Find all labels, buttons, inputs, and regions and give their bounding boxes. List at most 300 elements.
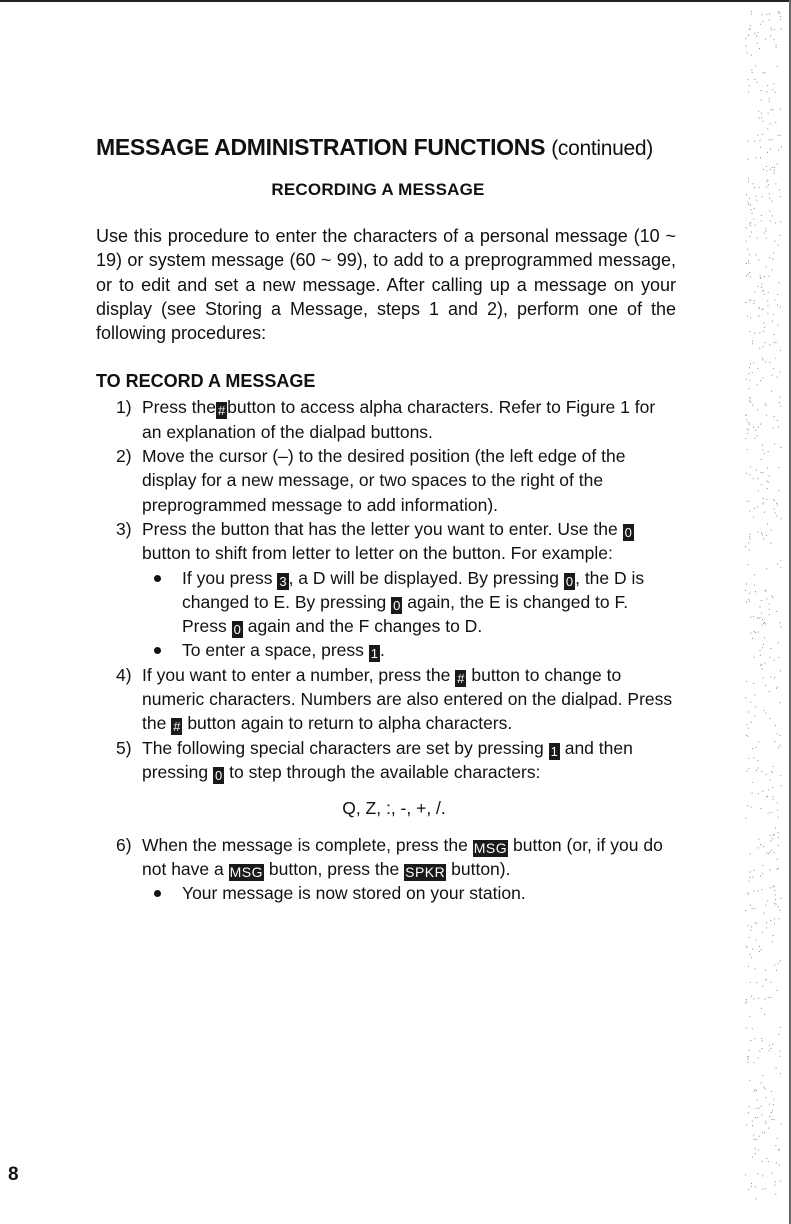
scan-speck — [775, 92, 776, 93]
scan-speck — [750, 363, 751, 364]
scan-speck — [751, 1183, 752, 1184]
scan-speck — [774, 508, 775, 509]
step-4 — [96, 663, 676, 736]
spkr-key-icon: SPKR — [405, 863, 446, 880]
scan-speck — [749, 937, 750, 938]
scan-speck — [760, 607, 761, 608]
scan-speck — [773, 342, 774, 343]
scan-speck — [747, 429, 748, 430]
scan-speck — [765, 1121, 766, 1122]
scan-speck — [767, 313, 768, 314]
scan-speck — [755, 707, 756, 708]
scan-speck — [768, 1128, 769, 1129]
scan-speck — [776, 904, 777, 905]
scan-speck — [773, 935, 774, 936]
scan-speck — [775, 827, 776, 828]
scan-speck — [762, 21, 763, 22]
scan-speck — [753, 683, 754, 684]
scan-speck — [746, 1001, 747, 1002]
scan-speck — [749, 380, 750, 381]
scan-speck — [765, 39, 766, 40]
scan-speck — [749, 1080, 750, 1081]
bullet-text: To enter a space, press — [182, 640, 364, 661]
scan-speck — [763, 72, 764, 73]
scan-speck — [778, 906, 779, 907]
page-title-main: MESSAGE ADMINISTRATION FUNCTIONS — [96, 134, 546, 160]
scan-speck — [762, 647, 763, 648]
scan-speck — [773, 83, 774, 84]
scan-speck — [774, 964, 775, 965]
step-text: and then pressing — [142, 737, 633, 782]
scan-speck — [766, 14, 767, 15]
step-text: Move the cursor (–) to the desired position (the left edge of the display for a new message, or two spaces to the right of the preprogrammed message to add information). — [142, 446, 626, 515]
scan-speck — [753, 757, 754, 758]
scan-speck — [763, 502, 764, 503]
scan-speck — [768, 1161, 769, 1162]
scan-speck — [750, 276, 751, 277]
scan-speck — [775, 512, 776, 513]
scan-speck — [749, 550, 750, 551]
scan-speck — [768, 276, 769, 277]
scan-speck — [755, 747, 756, 748]
scan-speck — [752, 949, 753, 950]
scan-speck — [762, 791, 763, 792]
scan-speck — [746, 194, 747, 195]
scan-speck — [762, 504, 763, 505]
scan-speck — [764, 1132, 765, 1133]
scan-speck — [767, 481, 768, 482]
scan-speck — [750, 225, 751, 226]
scan-speck — [762, 196, 763, 197]
scan-speck — [779, 467, 780, 468]
scan-speck — [762, 1189, 763, 1190]
scan-speck — [752, 1125, 753, 1126]
scan-speck — [758, 1150, 759, 1151]
scan-speck — [780, 745, 781, 746]
scan-speck — [762, 291, 763, 292]
scan-speck — [769, 257, 770, 258]
scan-speck — [761, 90, 762, 91]
scan-speck — [759, 332, 760, 333]
scan-speck — [749, 1016, 750, 1017]
scan-speck — [755, 1117, 756, 1118]
scan-speck — [776, 47, 777, 48]
scan-speck — [778, 868, 779, 869]
scan-speck — [749, 367, 750, 368]
scan-speck — [767, 467, 768, 468]
scan-speck — [746, 999, 747, 1000]
scan-speck — [767, 524, 768, 525]
scan-speck — [770, 169, 771, 170]
scan-speck — [777, 686, 778, 687]
scan-speck — [773, 499, 774, 500]
scan-speck — [754, 1091, 755, 1092]
scan-speck — [753, 516, 754, 517]
scan-speck — [746, 276, 747, 277]
scan-speck — [750, 317, 751, 318]
scan-speck — [774, 923, 775, 924]
scan-speck — [755, 940, 756, 941]
scan-speck — [770, 887, 771, 888]
scan-speck — [760, 276, 761, 277]
scan-speck — [774, 241, 775, 242]
scan-speck — [751, 807, 752, 808]
scan-speck — [762, 309, 763, 310]
scan-speck — [750, 982, 751, 983]
scan-speck — [762, 625, 763, 626]
scan-speck — [775, 1194, 776, 1195]
scan-speck — [763, 538, 764, 539]
bullet-item — [142, 638, 676, 662]
bullet-text: , the D is changed to E. By pressing — [182, 567, 645, 612]
scan-speck — [769, 1050, 770, 1051]
scan-speck — [755, 79, 756, 80]
scan-speck — [754, 1090, 755, 1091]
bullet-text: again and the F changes to D. — [247, 616, 483, 637]
scan-speck — [750, 299, 751, 300]
scan-speck — [759, 951, 760, 952]
scan-speck — [758, 308, 759, 309]
scan-speck — [752, 341, 753, 342]
scan-speck — [765, 403, 766, 404]
scan-speck — [769, 123, 770, 124]
scan-speck — [781, 567, 782, 568]
scan-speck — [764, 637, 765, 638]
scan-speck — [751, 232, 752, 233]
scan-speck — [780, 735, 781, 736]
scan-speck — [766, 266, 767, 267]
scan-speck — [777, 564, 778, 565]
step-text: button, press the — [268, 858, 400, 879]
scan-speck — [778, 1034, 779, 1035]
scan-speck — [770, 676, 771, 677]
scan-speck — [745, 818, 746, 819]
scan-speck — [762, 932, 763, 933]
scan-speck — [757, 409, 758, 410]
step-text: button (or, if you do not have a — [142, 834, 663, 879]
step-number: 4) — [116, 664, 132, 685]
scan-speck — [774, 334, 775, 335]
scan-speck — [766, 91, 767, 92]
scan-speck — [761, 287, 762, 288]
scan-speck — [780, 560, 781, 561]
scan-speck — [753, 362, 754, 363]
scan-speck — [758, 1058, 759, 1059]
scan-speck — [777, 859, 778, 860]
scan-speck — [769, 691, 770, 692]
scan-speck — [769, 362, 770, 363]
bullet-text: Your message is now stored on your station. — [182, 883, 526, 904]
scan-speck — [756, 982, 757, 983]
scan-speck — [749, 1106, 750, 1107]
scan-speck — [749, 534, 750, 535]
scan-speck — [753, 427, 754, 428]
scan-speck — [763, 347, 764, 348]
scan-speck — [754, 187, 755, 188]
scan-speck — [752, 405, 753, 406]
scan-speck — [773, 428, 774, 429]
scan-speck — [769, 101, 770, 102]
scan-speck — [762, 378, 763, 379]
scan-speck — [757, 478, 758, 479]
scan-speck — [748, 966, 749, 967]
scan-speck — [773, 852, 774, 853]
scan-speck — [770, 870, 771, 871]
scan-speck — [766, 238, 767, 239]
scan-speck — [749, 198, 750, 199]
scan-speck — [766, 1123, 767, 1124]
scan-speck — [748, 140, 749, 141]
scan-speck — [780, 222, 781, 223]
scan-speck — [774, 834, 775, 835]
scan-speck — [774, 677, 775, 678]
scan-speck — [768, 451, 769, 452]
scan-speck — [769, 1116, 770, 1117]
scan-speck — [766, 170, 767, 171]
scan-speck — [762, 284, 763, 285]
scan-speck — [778, 657, 779, 658]
scan-speck — [756, 384, 757, 385]
scan-speck — [781, 785, 782, 786]
scan-speck — [750, 905, 751, 906]
scan-speck — [775, 899, 776, 900]
scan-speck — [771, 840, 772, 841]
scan-speck — [749, 29, 750, 30]
scan-speck — [753, 478, 754, 479]
step-1 — [96, 395, 676, 444]
scan-speck — [761, 459, 762, 460]
scan-speck — [748, 728, 749, 729]
scan-speck — [781, 898, 782, 899]
scan-speck — [760, 424, 761, 425]
scan-speck — [754, 300, 755, 301]
scan-speck — [747, 79, 748, 80]
scan-speck — [764, 342, 765, 343]
scan-speck — [747, 736, 748, 737]
scan-speck — [746, 38, 747, 39]
scan-speck — [752, 782, 753, 783]
scan-speck — [761, 113, 762, 114]
scan-speck — [763, 846, 764, 847]
scan-speck — [771, 109, 772, 110]
scan-speck — [780, 1181, 781, 1182]
scan-speck — [754, 574, 755, 575]
scan-speck — [762, 1115, 763, 1116]
page-number: 8 — [8, 1164, 19, 1185]
scan-speck — [747, 805, 748, 806]
scan-speck — [748, 35, 749, 36]
scan-speck — [761, 613, 762, 614]
scan-speck — [779, 402, 780, 403]
scan-speck — [760, 380, 761, 381]
scan-speck — [756, 196, 757, 197]
scan-speck — [766, 230, 767, 231]
scan-speck — [769, 604, 770, 605]
scan-speck — [750, 466, 751, 467]
scan-speck — [774, 173, 775, 174]
scan-speck — [772, 772, 773, 773]
bullet-icon — [154, 647, 161, 654]
scan-speck — [767, 85, 768, 86]
scan-speck — [749, 331, 750, 332]
scan-speck — [749, 236, 750, 237]
scan-speck — [761, 600, 762, 601]
scan-speck — [779, 190, 780, 191]
scan-speck — [764, 512, 765, 513]
scan-speck — [754, 508, 755, 509]
scan-speck — [779, 910, 780, 911]
scan-speck — [748, 373, 749, 374]
step-number: 3) — [116, 518, 132, 539]
scan-speck — [745, 438, 746, 439]
scan-speck — [759, 187, 760, 188]
scan-speck — [747, 893, 748, 894]
scan-speck — [777, 733, 778, 734]
scan-speck — [776, 1068, 777, 1069]
scan-speck — [747, 433, 748, 434]
scan-speck — [748, 181, 749, 182]
scan-speck — [778, 150, 779, 151]
scan-speck — [775, 183, 776, 184]
scan-speck — [779, 282, 780, 283]
scan-speck — [781, 518, 782, 519]
scan-speck — [746, 735, 747, 736]
scan-speck — [749, 263, 750, 264]
scan-speck — [754, 33, 755, 34]
scan-speck — [773, 886, 774, 887]
three-key-icon: 3 — [279, 573, 287, 589]
scan-speck — [749, 768, 750, 769]
scan-speck — [762, 1040, 763, 1041]
step-3 — [96, 517, 676, 663]
scan-speck — [759, 48, 760, 49]
scan-speck — [748, 261, 749, 262]
msg-key-icon: MSG — [229, 863, 263, 880]
scan-speck — [774, 919, 775, 920]
scan-speck — [748, 712, 749, 713]
scan-speck — [777, 1138, 778, 1139]
scan-speck — [759, 315, 760, 316]
scan-speck — [771, 812, 772, 813]
scan-speck — [753, 183, 754, 184]
scan-speck — [778, 832, 779, 833]
scan-speck — [758, 768, 759, 769]
scan-speck — [764, 327, 765, 328]
scan-speck — [764, 999, 765, 1000]
hash-key-icon: # — [457, 670, 465, 686]
scan-speck — [758, 839, 759, 840]
scan-speck — [746, 52, 747, 53]
step-6 — [96, 833, 676, 906]
scan-speck — [764, 622, 765, 623]
scan-speck — [772, 838, 773, 839]
scan-speck — [746, 601, 747, 602]
scan-speck — [763, 498, 764, 499]
scan-speck — [770, 35, 771, 36]
scan-speck — [746, 1125, 747, 1126]
scan-speck — [750, 854, 751, 855]
scan-speck — [753, 1134, 754, 1135]
scan-speck — [748, 1059, 749, 1060]
scan-speck — [775, 358, 776, 359]
bullet-text: . — [380, 640, 385, 661]
scan-speck — [748, 564, 749, 565]
scan-speck — [759, 348, 760, 349]
scan-speck — [752, 72, 753, 73]
scan-speck — [766, 922, 767, 923]
scan-speck — [780, 622, 781, 623]
scan-speck — [758, 632, 759, 633]
scan-speck — [779, 371, 780, 372]
scan-speck — [777, 325, 778, 326]
scan-speck — [775, 1185, 776, 1186]
scan-speck — [769, 609, 770, 610]
scan-speck — [746, 46, 747, 47]
scan-speck — [746, 227, 747, 228]
bullet-icon — [154, 890, 161, 897]
scan-speck — [750, 633, 751, 634]
scan-speck — [749, 223, 750, 224]
scan-speck — [766, 979, 767, 980]
scan-speck — [779, 397, 780, 398]
scan-speck — [771, 530, 772, 531]
scan-speck — [775, 894, 776, 895]
scan-speck — [765, 685, 766, 686]
scan-speck — [766, 166, 767, 167]
scan-speck — [747, 1062, 748, 1063]
scan-speck — [756, 255, 757, 256]
scan-speck — [771, 139, 772, 140]
scan-speck — [763, 331, 764, 332]
scan-speck — [773, 368, 774, 369]
scan-speck — [770, 149, 771, 150]
scan-speck — [774, 500, 775, 501]
scan-speck — [761, 949, 762, 950]
scan-speck — [767, 900, 768, 901]
scan-speck — [766, 905, 767, 906]
scan-speck — [780, 447, 781, 448]
step-text: If you want to enter a number, press the — [142, 664, 451, 685]
step-number: 5) — [116, 737, 132, 758]
scan-speck — [764, 294, 765, 295]
scan-speck — [764, 1014, 765, 1015]
scan-speck — [766, 927, 767, 928]
scan-speck — [763, 121, 764, 122]
scan-speck — [760, 617, 761, 618]
scan-speck — [750, 702, 751, 703]
zero-key-icon: 0 — [565, 573, 574, 589]
scan-speck — [754, 585, 755, 586]
scan-speck — [773, 766, 774, 767]
scan-speck — [765, 362, 766, 363]
scan-speck — [769, 476, 770, 477]
scan-speck — [769, 344, 770, 345]
scan-speck — [780, 109, 781, 110]
step-text: Press the — [142, 397, 216, 418]
step-3-bullets — [142, 566, 676, 663]
bullet-icon — [154, 575, 161, 582]
scan-speck — [776, 516, 777, 517]
scan-speck — [777, 377, 778, 378]
step-text: button to change to numeric characters. Numbers are also entered on the dialpad. Press the — [142, 664, 673, 734]
scan-speck — [778, 747, 779, 748]
scan-speck — [769, 193, 770, 194]
scan-speck — [761, 1106, 762, 1107]
scan-speck — [752, 638, 753, 639]
step-text: button to shift from letter to letter on the button. For example: — [142, 543, 613, 564]
scan-speck — [761, 215, 762, 216]
zero-key-icon: 0 — [393, 597, 401, 613]
